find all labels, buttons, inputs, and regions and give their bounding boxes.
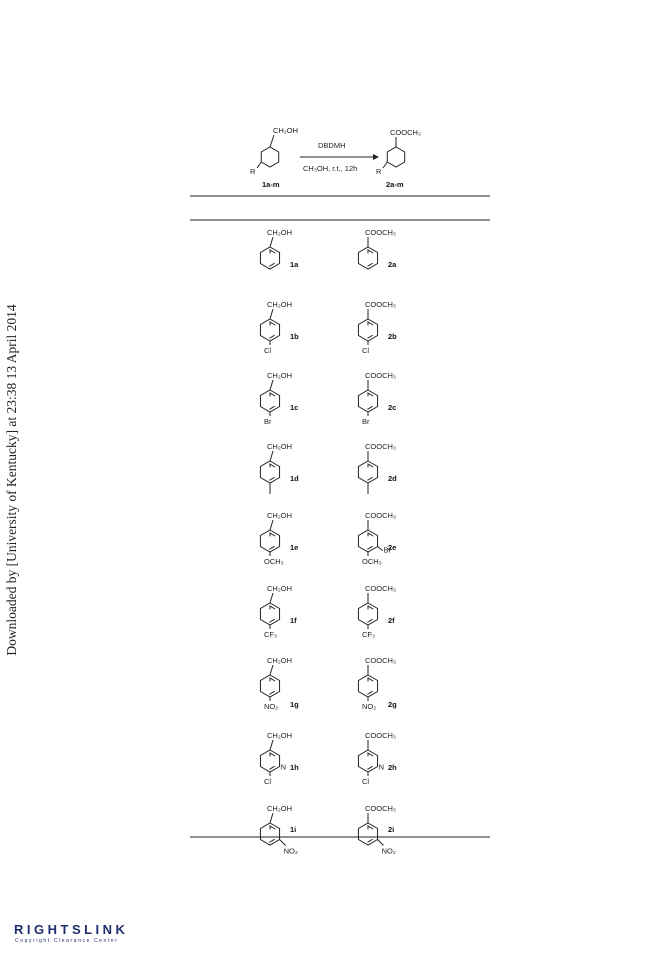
product-compound-label: 2c — [388, 403, 397, 412]
top-bond — [270, 380, 273, 390]
top-bond — [270, 309, 273, 319]
reactant-compound-label: 1b — [290, 332, 299, 341]
product-substituent: COOCH₃ — [365, 371, 396, 380]
product-para-substituent: Cl — [362, 777, 370, 786]
reaction-scheme — [250, 126, 421, 189]
product-molecule — [358, 300, 397, 355]
table-row — [260, 804, 396, 856]
ring-inner-bonds — [368, 678, 375, 694]
ring-inner-bonds — [368, 322, 375, 338]
scheme-reagent: DBDMH — [318, 141, 346, 150]
ring-inner-bonds — [368, 753, 375, 769]
product-compound-label: 2a — [388, 260, 397, 269]
top-bond — [270, 237, 273, 247]
product-compound-label: 2h — [388, 763, 397, 772]
ring-inner-bonds — [270, 753, 277, 769]
table-row — [260, 300, 397, 355]
top-bond — [270, 451, 273, 461]
reactant-meta-substituent: NO₂ — [283, 846, 298, 856]
top-bond — [270, 665, 273, 675]
top-bond — [270, 593, 273, 603]
reactant-compound-label: 1a — [290, 260, 299, 269]
product-substituent: COOCH₃ — [365, 442, 396, 451]
product-compound-label: 2f — [388, 616, 395, 625]
product-molecule — [358, 371, 396, 426]
ring-inner-bonds — [270, 322, 277, 338]
reactant-molecule — [260, 656, 299, 711]
product-para-substituent: Cl — [362, 346, 370, 355]
product-molecule — [358, 731, 397, 786]
product-substituent: COOCH₃ — [365, 804, 396, 813]
reactant-substituent: CH₂OH — [267, 300, 292, 309]
product-molecule — [358, 442, 397, 494]
table-row — [260, 731, 397, 786]
ring-inner-bonds — [270, 393, 277, 409]
reactant-compound-label: 1f — [290, 616, 297, 625]
scheme-reactant-r: R — [250, 167, 256, 176]
reactant-para-substituent: CF₃ — [264, 630, 278, 639]
reactant-molecule — [260, 804, 297, 856]
product-compound-label: 2b — [388, 332, 397, 341]
product-compound-label: 2i — [388, 825, 395, 834]
reactant-para-substituent: OCH₃ — [264, 557, 284, 566]
product-molecule — [358, 584, 396, 639]
top-bond — [270, 740, 273, 750]
product-compound-label: 2e — [388, 543, 397, 552]
reactant-compound-label: 1d — [290, 474, 299, 483]
ring-inner-bonds — [368, 606, 375, 622]
reactant-molecule — [260, 511, 298, 566]
reactant-para-substituent: Br — [264, 417, 272, 426]
table-body — [260, 228, 397, 856]
reactant-compound-label: 1g — [290, 700, 299, 709]
download-note-text: Downloaded by [University of Kentucky] at 23:38 13 April 2014 — [4, 304, 19, 656]
ring-inner-bonds — [270, 678, 277, 694]
table-row — [260, 511, 396, 566]
reactant-compound-label: 1c — [290, 403, 299, 412]
product-compound-label: 2d — [388, 474, 397, 483]
table-row — [260, 656, 397, 711]
reactant-molecule — [260, 584, 297, 639]
reactant-compound-label: 1i — [290, 825, 297, 834]
product-substituent: COOCH₃ — [365, 584, 396, 593]
ring-inner-bonds — [368, 826, 375, 842]
reactant-substituent: CH₂OH — [267, 584, 292, 593]
ring-inner-bonds — [270, 250, 277, 266]
scheme-reactant — [250, 126, 298, 189]
scheme-product-r: R — [376, 167, 382, 176]
product-substituent: COOCH₃ — [365, 511, 396, 520]
product-substituent: COOCH₃ — [365, 300, 396, 309]
scheme-product-label: 2a-m — [386, 180, 404, 189]
product-bromo-substituent: Br — [383, 545, 392, 555]
reactant-substituent: CH₂OH — [267, 511, 292, 520]
reactant-para-substituent: NO₂ — [264, 702, 279, 711]
product-molecule — [358, 511, 396, 566]
product-substituent: COOCH₃ — [365, 656, 396, 665]
logo-sub-text: Copyright Clearance Center — [15, 938, 119, 944]
ring-inner-bonds — [368, 393, 375, 409]
reactant-para-substituent: Cl — [264, 346, 272, 355]
reactant-compound-label: 1h — [290, 763, 299, 772]
product-para-substituent: NO₂ — [362, 702, 377, 711]
reactant-substituent: CH₂OH — [267, 371, 292, 380]
product-para-substituent: OCH₃ — [362, 557, 382, 566]
ring-inner-bonds — [270, 606, 277, 622]
scheme-reactant-label: 1a-m — [262, 180, 280, 189]
product-ring-nitrogen: N — [378, 762, 384, 772]
reactant-para-substituent: Cl — [264, 777, 272, 786]
scheme-conditions: CH₃OH, r.t., 12h — [303, 164, 358, 173]
top-bond — [270, 813, 273, 823]
reactant-molecule — [260, 371, 298, 426]
product-substituent: COOCH₃ — [365, 228, 396, 237]
ring-inner-bonds — [368, 250, 375, 266]
table-row — [260, 442, 397, 494]
scheme-reactant-sub: CH₂OH — [273, 126, 298, 135]
product-meta-substituent: NO₂ — [381, 846, 396, 856]
ring-inner-bonds — [270, 826, 277, 842]
product-molecule — [358, 656, 397, 711]
ring-inner-bonds — [368, 533, 375, 549]
reactant-substituent: CH₂OH — [267, 731, 292, 740]
reactant-compound-label: 1e — [290, 543, 299, 552]
table-row — [260, 584, 396, 639]
reactant-molecule — [260, 731, 299, 786]
product-molecule — [358, 804, 396, 856]
reactant-molecule — [260, 228, 299, 269]
ring-inner-bonds — [270, 464, 277, 480]
product-compound-label: 2g — [388, 700, 397, 709]
product-para-substituent: CF₃ — [362, 630, 376, 639]
product-para-substituent: Br — [362, 417, 370, 426]
reactant-molecule — [260, 442, 299, 494]
product-substituent: COOCH₃ — [365, 731, 396, 740]
table-row — [260, 371, 396, 426]
product-molecule — [358, 228, 397, 269]
reactant-substituent: CH₂OH — [267, 804, 292, 813]
logo-main-text: RIGHTSLINK — [14, 922, 129, 937]
reactant-molecule — [260, 300, 299, 355]
reactant-ring-nitrogen: N — [280, 762, 286, 772]
ring-inner-bonds — [368, 464, 375, 480]
rightslink-logo — [14, 920, 174, 948]
reactant-substituent: CH₂OH — [267, 442, 292, 451]
scheme-product-sub: COOCH₃ — [390, 128, 421, 137]
top-bond — [270, 520, 273, 530]
reactant-substituent: CH₂OH — [267, 228, 292, 237]
table-row — [260, 228, 397, 269]
ring-inner-bonds — [270, 533, 277, 549]
scheme-product — [376, 128, 421, 189]
reactant-substituent: CH₂OH — [267, 656, 292, 665]
